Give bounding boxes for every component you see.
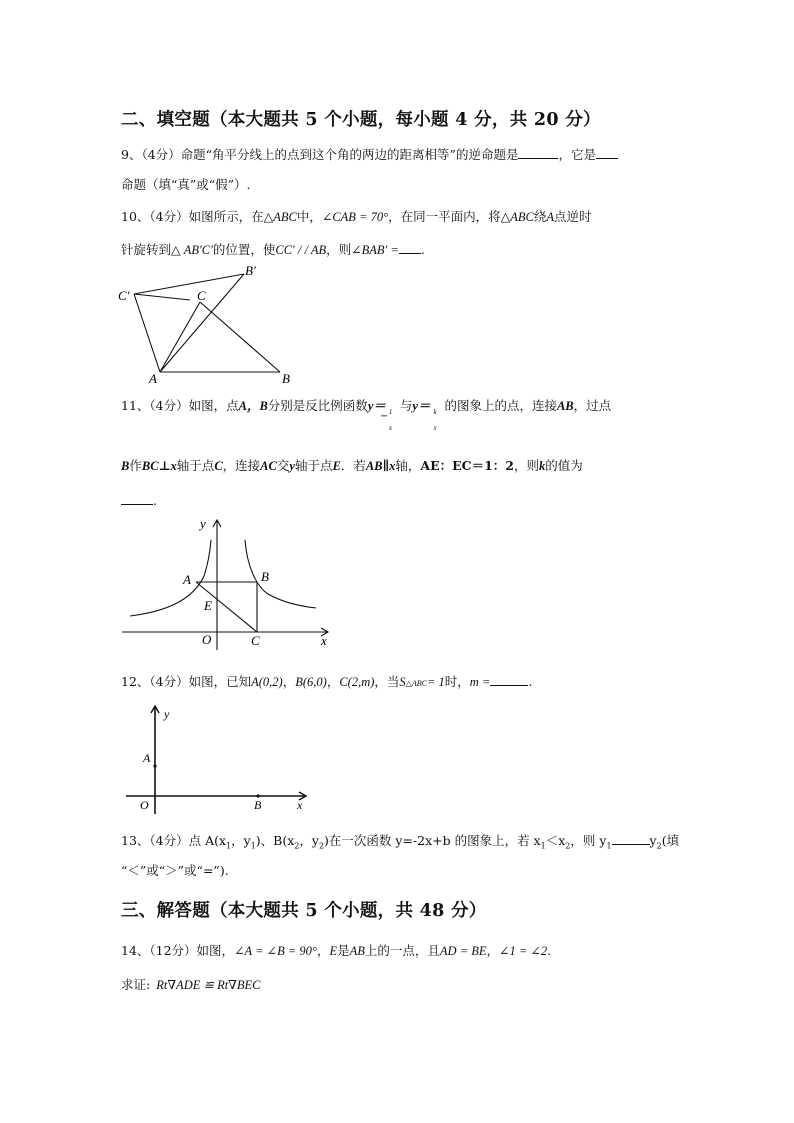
q11-text-j: 轴于点 bbox=[294, 458, 333, 473]
section-2-title: 二、填空题（本大题共 5 个小题，每小题 4 分，共 20 分） bbox=[121, 110, 601, 130]
q14-proof: Rt∇ADE ≌ Rt∇BEC bbox=[156, 978, 261, 992]
q12-label-x: x bbox=[297, 798, 303, 812]
q11-y2: y＝ bbox=[412, 399, 431, 413]
q11-text-h: ，连接 bbox=[222, 458, 261, 473]
q11-abx: AB∥x bbox=[365, 459, 396, 473]
q13-blank bbox=[612, 832, 650, 845]
q14-text-d: 上的一点，且 bbox=[364, 943, 440, 958]
q10-seg-c1-c bbox=[134, 294, 190, 300]
q11-text-b: 分别是反比例函数 bbox=[267, 398, 368, 413]
q13-sub-2: 1 bbox=[250, 841, 256, 851]
section-3-title: 三、解答题（本大题共 5 个小题，共 48 分） bbox=[121, 901, 487, 921]
q13-sub-4: 2 bbox=[318, 841, 325, 851]
q11-fraction-2 bbox=[430, 398, 442, 432]
q10-text-c: ，在同一平面内，将 bbox=[388, 209, 501, 224]
q10-seg-c1-b1 bbox=[134, 274, 244, 294]
q14-text-e: ， bbox=[486, 943, 500, 958]
q13-sub-1: 1 bbox=[226, 841, 232, 851]
q13-sub-7: 1 bbox=[606, 841, 612, 851]
q10-label-c: C bbox=[197, 288, 206, 303]
q12-point-b: B(6,0) bbox=[295, 675, 327, 689]
q11-text-d: 的图象上的点，连接 bbox=[444, 398, 557, 413]
q11-b: B bbox=[121, 459, 130, 473]
q12-sep-1: ， bbox=[282, 674, 296, 689]
q13-text-a: 13、（4分）点 A(x bbox=[121, 833, 227, 848]
q9-blank-2 bbox=[596, 146, 618, 159]
q11-label-y: y bbox=[200, 516, 206, 531]
q9-line1 bbox=[121, 146, 618, 163]
q11-line1 bbox=[121, 398, 612, 432]
q12-label-y: y bbox=[164, 707, 170, 721]
q11-text-n: 的值为 bbox=[545, 458, 583, 473]
q10-text-b: 中， bbox=[296, 209, 322, 224]
q13-sub-8: 2 bbox=[656, 841, 662, 851]
q11-label-e: E bbox=[204, 598, 212, 613]
q14-line1 bbox=[121, 943, 551, 959]
q13-sub-5: 1 bbox=[540, 841, 546, 851]
q11-label-b: B bbox=[261, 569, 269, 584]
q10-label-a: A bbox=[149, 371, 157, 386]
q12-label-b: B bbox=[254, 798, 262, 812]
q10-figure bbox=[112, 262, 302, 388]
q14-end: . bbox=[547, 943, 552, 958]
q13-sub-6: 2 bbox=[565, 841, 571, 851]
q13-text-b: ，y bbox=[231, 833, 251, 848]
q14-line2 bbox=[121, 977, 261, 993]
q10-text-f: 针旋转到 bbox=[121, 242, 172, 257]
q11-line3 bbox=[121, 492, 157, 509]
q10-seg-a-c bbox=[160, 302, 200, 372]
q10-point-a: A bbox=[546, 210, 555, 224]
q10-seg-c-b bbox=[200, 302, 280, 372]
q11-k: k bbox=[539, 459, 546, 473]
q14-text-c: 是 bbox=[337, 943, 350, 958]
q10-label-b: B bbox=[282, 371, 290, 386]
q11-curve-left bbox=[130, 540, 211, 616]
q13-text-g: ，则 y bbox=[570, 833, 607, 848]
q14-e: E bbox=[329, 944, 338, 958]
q11-c: C bbox=[214, 459, 223, 473]
q11-e: E bbox=[332, 459, 341, 473]
q12-area-val: = 1 bbox=[426, 675, 445, 689]
q13-text-i: (填 bbox=[661, 833, 680, 848]
q10-line1 bbox=[121, 209, 592, 225]
q11-points: A，B bbox=[238, 399, 268, 413]
q12-end: . bbox=[528, 674, 533, 689]
q10-text-h: ，则 bbox=[326, 242, 352, 257]
q11-blank bbox=[121, 492, 153, 505]
q11-text-f: 作 bbox=[129, 458, 142, 473]
q9-line2: 命题（填“真”或“假”）. bbox=[121, 177, 251, 192]
q10-triangle: △ABC bbox=[263, 210, 297, 224]
q11-frac1-sign: − bbox=[379, 411, 389, 422]
q13-text-c: )、B(x bbox=[255, 833, 295, 848]
q12-text-a: 12、（4分）如图，已知 bbox=[121, 674, 252, 689]
q12-point-c: C(2,m) bbox=[339, 675, 375, 689]
q14-proof-label: 求证: bbox=[121, 977, 151, 992]
q11-label-o: O bbox=[202, 632, 212, 647]
q10-blank bbox=[399, 241, 421, 254]
q14-ab: AB bbox=[349, 944, 365, 958]
q11-ab: AB bbox=[556, 399, 574, 413]
q12-line bbox=[121, 673, 532, 692]
q11-label-c: C bbox=[251, 633, 260, 648]
q11-label-x: x bbox=[321, 633, 327, 648]
q14-angles: ∠A = ∠B = 90° bbox=[234, 944, 317, 958]
q14-eq: AD = BE bbox=[439, 944, 487, 958]
q13-text-f: ＜x bbox=[545, 833, 566, 848]
q11-end: . bbox=[153, 493, 157, 508]
q10-line2 bbox=[121, 241, 425, 258]
q13-line1 bbox=[121, 832, 679, 855]
q11-y1: y＝ bbox=[367, 399, 386, 413]
q11-figure bbox=[116, 516, 336, 654]
q11-text-l: 轴， bbox=[395, 458, 421, 473]
q10-end: . bbox=[420, 242, 425, 257]
q13-line2: “＜”或“＞”或“=”). bbox=[121, 863, 229, 878]
q9-text: 9、（4分）命题“角平分线上的点到这个角的两边的距离相等”的逆命题是 bbox=[121, 147, 519, 162]
q11-text-e: ，过点 bbox=[573, 398, 612, 413]
q12-area-sub: △ABC bbox=[405, 679, 427, 688]
q11-text-c: 与 bbox=[399, 398, 413, 413]
q10-triangle-rot: △ AB′C′ bbox=[171, 243, 213, 257]
q11-yv: y bbox=[289, 459, 295, 473]
q12-area-s: S bbox=[399, 675, 406, 689]
q9-blank-1 bbox=[518, 146, 558, 159]
q12-label-a: A bbox=[143, 751, 151, 765]
q10-text-d: 绕 bbox=[533, 209, 547, 224]
q11-frac2-num: k bbox=[433, 408, 437, 416]
q10-label-c1: C′ bbox=[118, 288, 130, 303]
q10-text-e: 点逆时 bbox=[554, 209, 592, 224]
q10-text-a: 10、（4分）如图所示，在 bbox=[121, 209, 264, 224]
q11-text-g: 轴于点 bbox=[176, 458, 215, 473]
q14-eq2: ∠1 = ∠2 bbox=[499, 944, 548, 958]
q11-frac1-den: x bbox=[388, 424, 392, 432]
q11-fraction-1 bbox=[379, 398, 398, 432]
q12-text-c: 时， bbox=[444, 674, 470, 689]
q11-line2 bbox=[121, 458, 583, 474]
q11-label-a: A bbox=[183, 572, 191, 587]
q13-text-d: ，y bbox=[299, 833, 319, 848]
q11-text-k: ．若 bbox=[340, 458, 366, 473]
q12-point-a: A(0,2) bbox=[251, 675, 283, 689]
q12-m: m = bbox=[469, 675, 491, 689]
q10-parallel: CC′ / / AB bbox=[275, 243, 327, 257]
q11-frac2-den: x bbox=[433, 424, 437, 432]
q10-angle: ∠CAB = 70° bbox=[321, 210, 389, 224]
q11-ratio: AE：EC＝1：2 bbox=[420, 458, 514, 473]
q12-figure bbox=[118, 700, 318, 816]
q13-text-e: )在一次函数 y=-2x+b 的图象上，若 x bbox=[324, 833, 541, 848]
q12-blank bbox=[490, 673, 528, 686]
q12-label-o: O bbox=[140, 798, 149, 812]
q10-label-b1: B′ bbox=[245, 263, 256, 278]
q11-text-i: 交 bbox=[276, 458, 290, 473]
q11-frac1-num: 1 bbox=[388, 408, 393, 416]
q11-ac: AC bbox=[260, 459, 277, 473]
q11-curve-right bbox=[245, 540, 316, 608]
q11-text-a: 11、（4分）如图，点 bbox=[121, 398, 239, 413]
q13-sub-3: 2 bbox=[294, 841, 300, 851]
q10-triangle-2: △ABC bbox=[500, 210, 534, 224]
q11-bc: BC⊥x bbox=[141, 459, 177, 473]
q14-text-b: ， bbox=[316, 943, 330, 958]
q10-seg-c1-a bbox=[134, 294, 160, 372]
q9-mid: ，它是 bbox=[558, 147, 596, 162]
q14-text-a: 14、（12分）如图， bbox=[121, 943, 235, 958]
q10-ask: ∠BAB′ = bbox=[351, 243, 399, 257]
q11-text-m: ，则 bbox=[513, 458, 539, 473]
q13-text-h: y bbox=[649, 833, 657, 848]
q12-sep-2: ， bbox=[326, 674, 340, 689]
q10-text-g: 的位置，使 bbox=[212, 242, 276, 257]
q12-point-a-mark bbox=[153, 764, 156, 767]
q12-text-b: ，当 bbox=[374, 674, 400, 689]
